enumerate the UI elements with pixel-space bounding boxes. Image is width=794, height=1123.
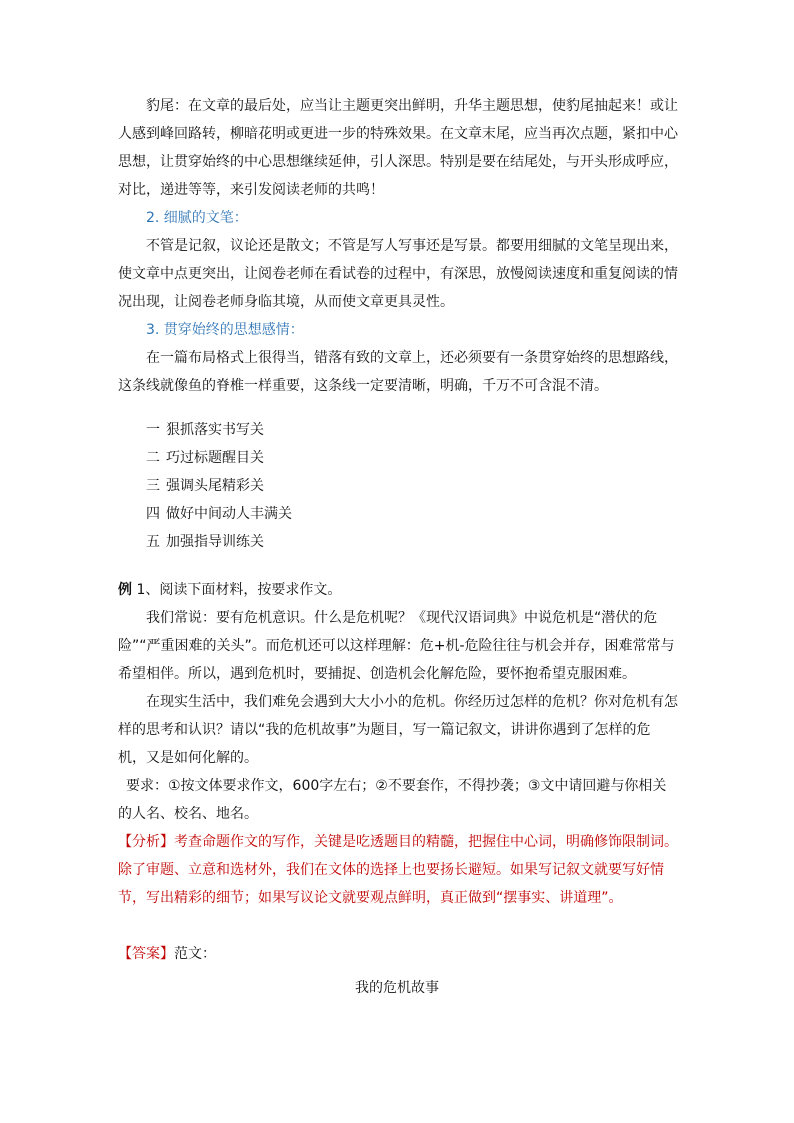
tips-list: [146, 416, 292, 556]
consistent-emotion-paragraph: 在一篇布局格式上很得当，错落有致的文章上，还必须要有一条贯穿始终的思想路线，这条线就像鱼的脊椎一样重要，这条线一定要清晰，明确，千万不可含混不清。: [118, 350, 678, 394]
detailed-writing-paragraph: 不管是记叙，议论还是散文；不管是写人写事还是写景。都要用细腻的文笔呈现出来，使文章中点更突出，让阅卷老师在看试卷的过程中，有深思，放慢阅读速度和重复阅读的情况出现，让阅卷老师身临其境，从而使文章更具灵性。: [118, 238, 678, 310]
list-item: 四 做好中间动人丰满关: [146, 506, 292, 522]
example-material-paragraph-1: 我们常说：要有危机意识。什么是危机呢？《现代汉语词典》中说危机是“潜伏的危险”“严重困难的关头”。而危机还可以这样理解：危+机-危险往往与机会并存，困难常常与希望相伴。所以，遇到危机时，要捕捉、创造机会化解危险，要怀抱希望克服困难。: [118, 610, 675, 682]
heading-detailed-writing: 2. 细腻的文笔：: [146, 210, 248, 226]
example-material-paragraph-2: 在现实生活中，我们难免会遇到大大小小的危机。你经历过怎样的危机？你对危机有怎样的思考和认识？请以“我的危机故事”为题目，写一篇记叙文，讲讲你遇到了怎样的危机，又是如何化解的。: [118, 694, 678, 766]
heading-consistent-emotion: 3. 贯穿始终的思想感情：: [146, 322, 304, 338]
example-heading: 例 1、阅读下面材料，按要求作文。: [118, 582, 342, 598]
list-item: 一 狠抓落实书写关: [146, 422, 264, 438]
requirements-paragraph: 要求：①按文体要求作文，600字左右；②不要套作，不得抄袭；③文中请回避与你相关的人名、校名、地名。: [118, 778, 667, 822]
essay-title: 我的危机故事: [355, 980, 439, 996]
answer-line: 【答案】范文：: [118, 946, 216, 962]
leopard-tail-paragraph: 豹尾：在文章的最后处，应当让主题更突出鲜明，升华主题思想，使豹尾抽起来！或让人感到峰回路转，柳暗花明或更进一步的特殊效果。在文章末尾，应当再次点题，紧扣中心思想，让贯穿始终的中心思想继续延伸，引人深思。特别是要在结尾处，与开头形成呼应，对比，递进等等，来引发阅读老师的共鸣！: [118, 98, 678, 198]
analysis-paragraph: 【分析】考查命题作文的写作，关键是吃透题目的精髓，把握住中心词，明确修饰限制词。除了审题、立意和选材外，我们在文体的选择上也要扬长避短。如果写记叙文就要写好情节，写出精彩的细节；如果写议论文就要观点鲜明，真正做到“摆事实、讲道理”。: [118, 834, 678, 906]
list-item: 二 巧过标题醒目关: [146, 450, 264, 466]
list-item: 三 强调头尾精彩关: [146, 478, 264, 494]
list-item: 五 加强指导训练关: [146, 534, 264, 550]
